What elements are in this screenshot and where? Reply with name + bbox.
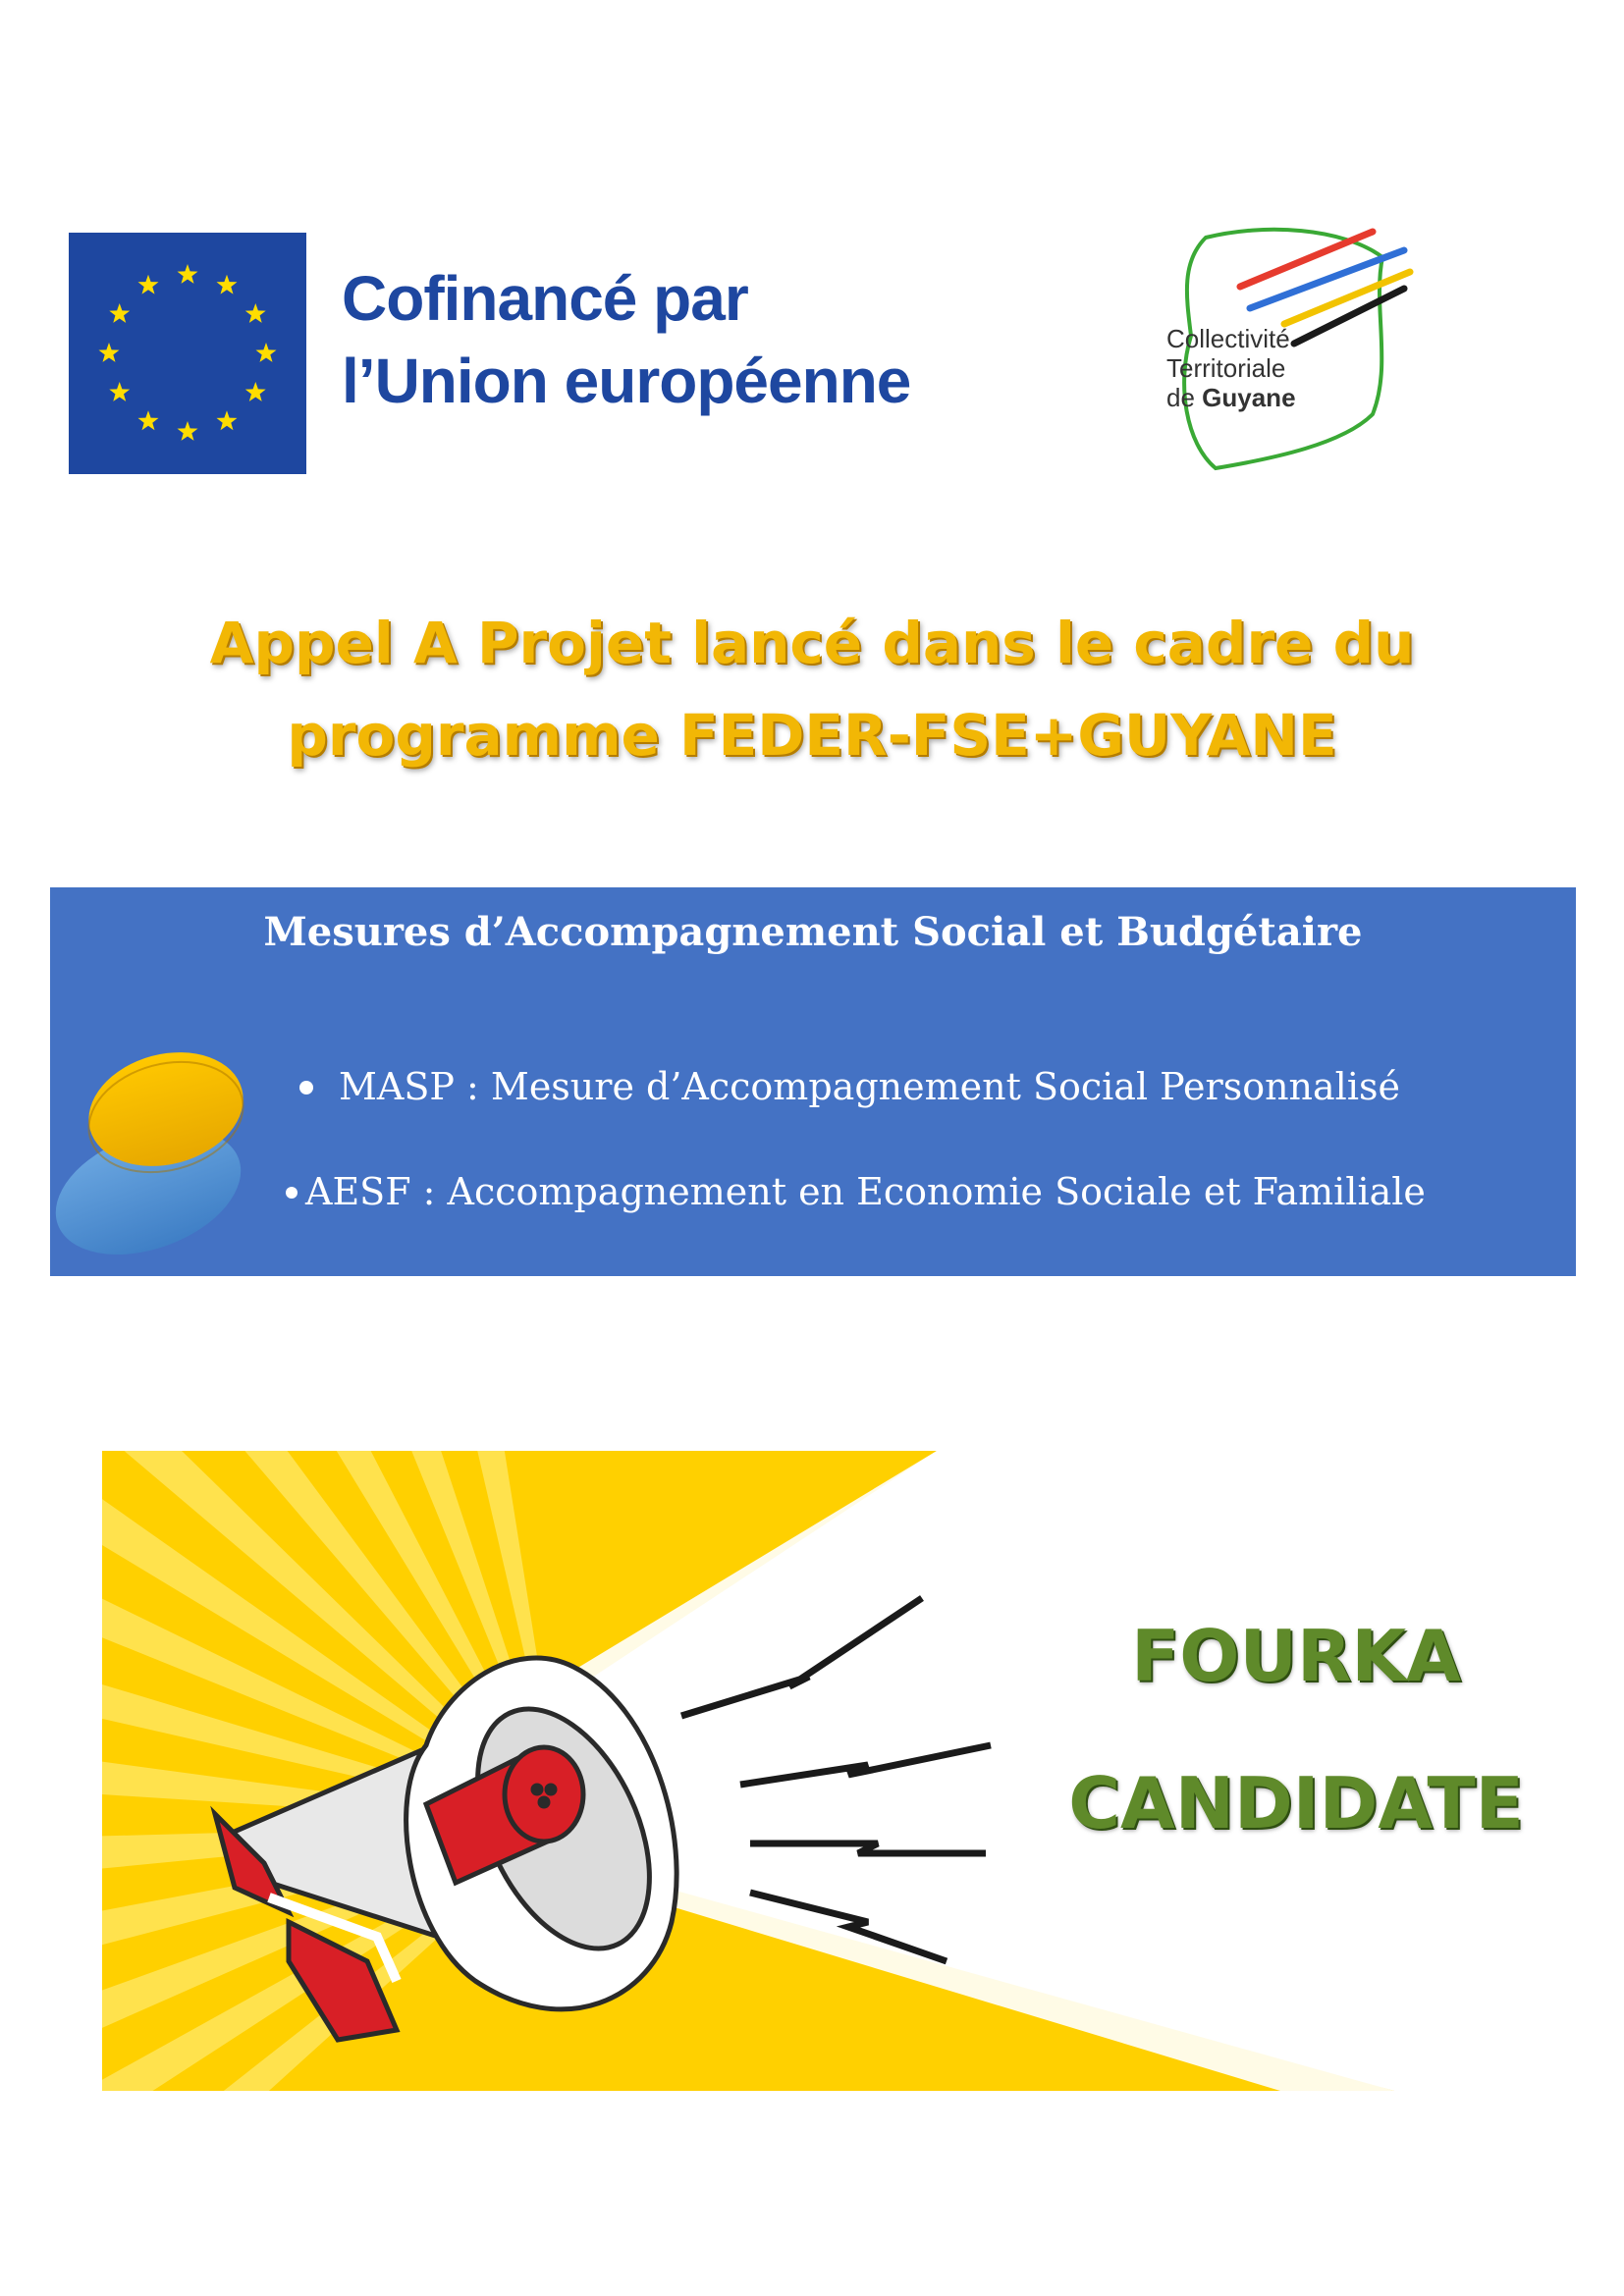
eu-flag bbox=[69, 233, 306, 474]
ctg-stripe-red bbox=[1240, 232, 1373, 287]
measures-heading: Mesures d’Accompagnement Social et Budgétaire bbox=[263, 909, 1363, 955]
decorative-ovals bbox=[50, 1035, 266, 1270]
eu-cofinancing-text bbox=[342, 257, 910, 422]
page-title-line1: Appel A Projet lancé dans le cadre du bbox=[209, 610, 1415, 676]
bullet-icon bbox=[299, 1081, 313, 1095]
candidate-callout bbox=[1021, 1582, 1571, 1877]
callout-line2: CANDIDATE bbox=[1068, 1762, 1524, 1844]
page-title bbox=[0, 597, 1624, 781]
bullet-icon bbox=[286, 1187, 298, 1199]
measure-item-masp bbox=[299, 1062, 1400, 1111]
ctg-text-line3 bbox=[1166, 383, 1296, 412]
measure-item-aesf bbox=[286, 1167, 1426, 1216]
ctg-text-line3-prefix: de bbox=[1166, 383, 1203, 412]
measures-band bbox=[50, 887, 1576, 1276]
eu-text-line2: l’Union européenne bbox=[342, 346, 911, 416]
ctg-text-line2: Territoriale bbox=[1166, 353, 1286, 383]
ctg-text-guyane: Guyane bbox=[1202, 383, 1296, 412]
page-title-line2: programme FEDER-FSE+GUYANE bbox=[287, 702, 1337, 769]
measure-item-label: MASP : Mesure d’Accompagnement Social Personnalisé bbox=[339, 1065, 1400, 1108]
measure-item-label: AESF : Accompagnement en Economie Sociale et Familiale bbox=[305, 1170, 1426, 1213]
ctg-logo-text bbox=[1166, 324, 1296, 412]
eu-text-line1: Cofinancé par bbox=[342, 263, 748, 334]
ctg-text-line1: Collectivité bbox=[1166, 324, 1290, 353]
callout-line1: FOURKA bbox=[1131, 1615, 1461, 1697]
